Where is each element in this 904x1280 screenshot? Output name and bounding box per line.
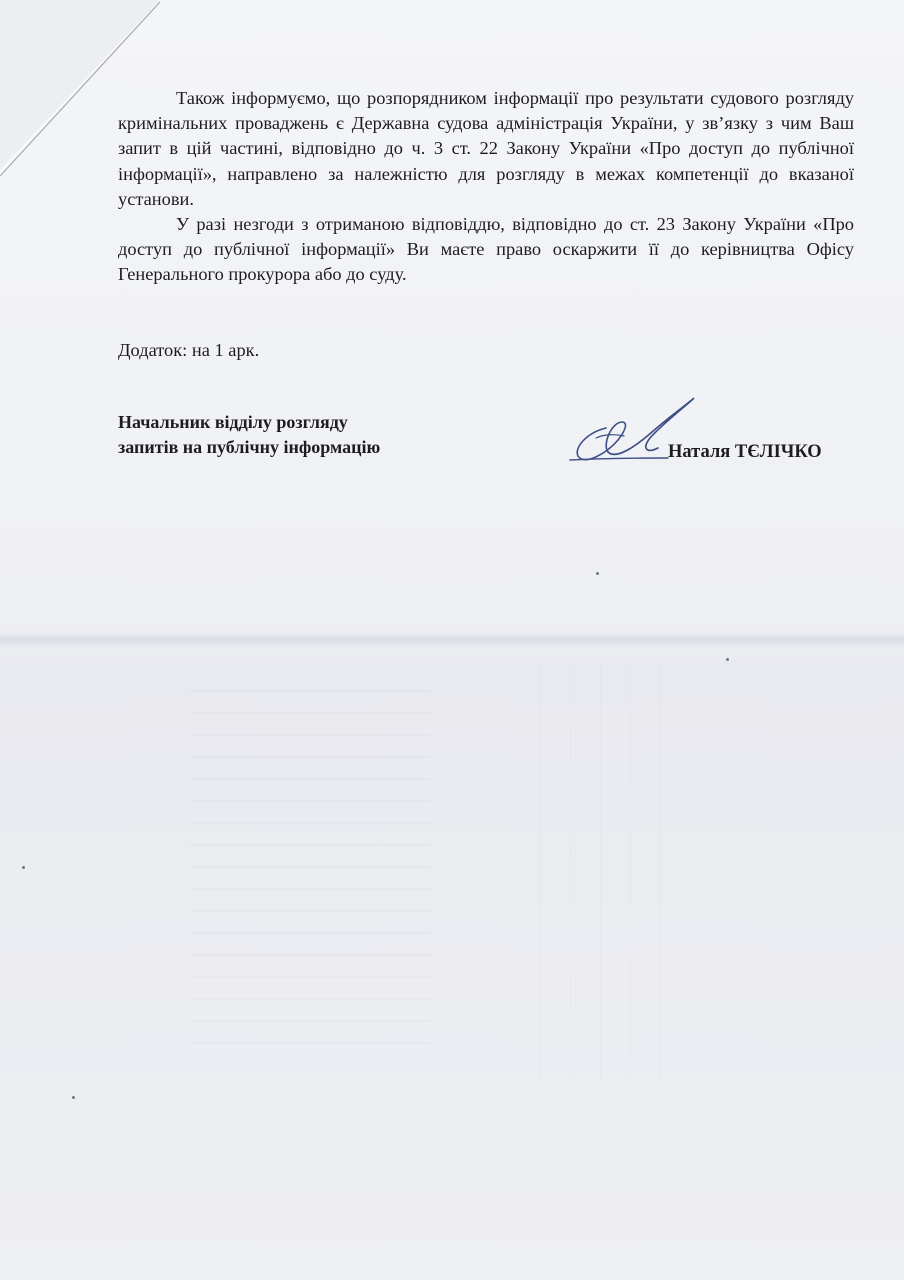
paragraph-info-holder: Також інформуємо, що розпорядником інформації про результати судового розгляду кримінальних проваджень є Державна судова адміністрація України, у зв’язку з чим Ваш запит в цій частині, відповідно до ч. 3 ст. 22 Закону України «Про доступ до публічної інформації», направлено за належністю для розгляду в межах компетенції до вказаної установи. xyxy=(118,88,854,209)
position-line-2: запитів на публічну інформацію xyxy=(118,437,381,457)
ink-speck xyxy=(596,572,599,575)
paper-fold-line xyxy=(0,632,904,648)
paragraph-appeal-right: У разі незгоди з отриманою відповіддю, відповідно до ст. 23 Закону України «Про доступ до публічної інформації» Ви маєте право оскаржити її до керівництва Офісу Генерального прокурора або до суду. xyxy=(118,214,854,285)
ink-speck xyxy=(22,866,25,869)
signer-name: Наталя ТЄЛІЧКО xyxy=(668,442,822,462)
reverse-side-bleed-columns xyxy=(540,660,680,1080)
ink-speck xyxy=(726,658,729,661)
letter-body xyxy=(118,86,854,288)
signatory-position xyxy=(118,410,380,460)
position-line-1: Начальник відділу розгляду xyxy=(118,412,348,432)
attachment-note: Додаток: на 1 арк. xyxy=(118,340,260,360)
reverse-side-bleed xyxy=(190,690,430,1050)
ink-speck xyxy=(72,1096,75,1099)
